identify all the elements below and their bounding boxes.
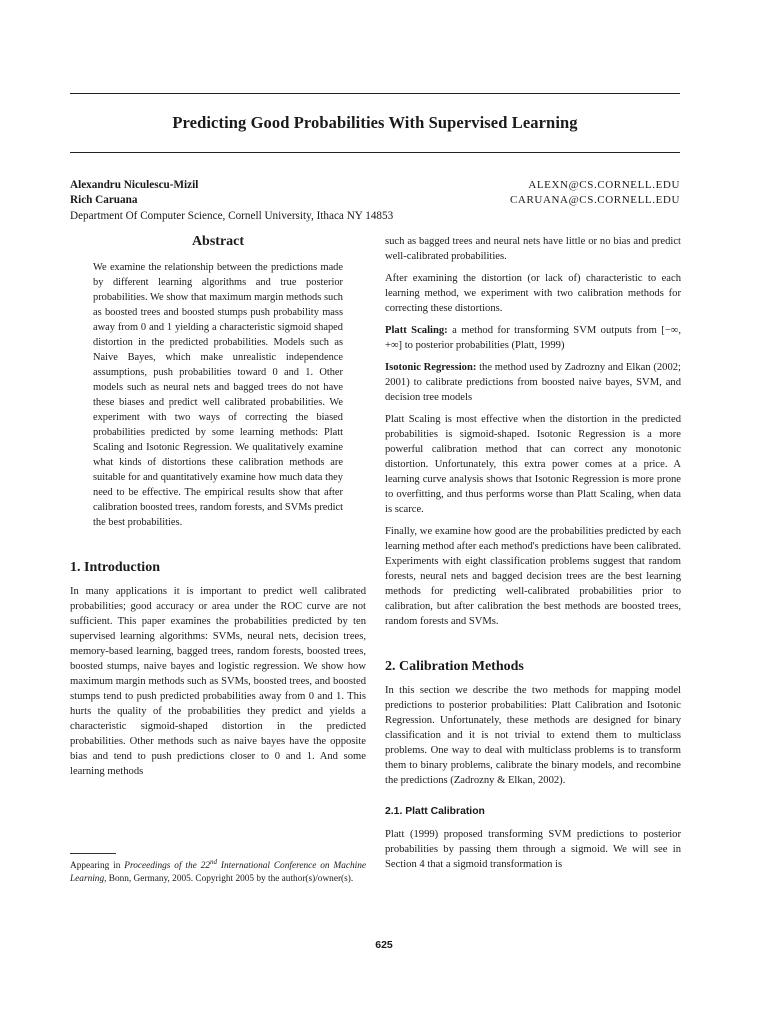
section-heading-calibration-methods: 2. Calibration Methods bbox=[385, 659, 524, 674]
calibration-methods-text: In this section we describe the two methods for mapping model predictions to posterior probabilities: Platt Calibration and Isotonic Regression. Unfortunately, these methods are designed for binary classification and it is not trivial to extend them to multiclass problems. One way to deal with multiclass problems is to transform them to binary problems, calibrate the binary models, and recombine the predictions (Zadrozny & Elkan, 2002). bbox=[385, 685, 681, 786]
abstract-text: We examine the relationship between the predictions made by different learning algorithms and true posterior probabilities. We show that maximum margin methods such as boosted trees and boosted stumps push probability mass away from 0 and 1 yielding a characteristic sigmoid shaped distortion in the predicted probabilities. Models such as Naive Bayes, which make unrealistic independence assumptions, push probabilities toward 0 and 1. Other models such as neural nets and bagged trees do not have these biases and predict well calibrated probabilities. We experiment with two ways of correcting the biased probabilities predicted by some learning methods: Platt Scaling and Isotonic Regression. We qualitatively examine what kinds of distortions these calibration methods are suitable for and quantitatively examine how much data they need to be effective. The empirical results show that after calibration boosted trees, random forests, and SVMs predict the best probabilities. bbox=[93, 262, 343, 528]
title-bottom-rule bbox=[70, 152, 680, 153]
paragraph: Platt Scaling is most effective when the distortion in the predicted probabilities is sigmoid-shaped. Isotonic Regression is a more powerful calibration method that can correct any monotonic distortion. Unfortunately, this extra power comes at a price. A learning curve analysis shows that Isotonic Regression is more prone to overfitting, and thus performs worse than Platt Scaling, when data is scarce. bbox=[385, 414, 681, 515]
author-row bbox=[70, 179, 680, 191]
isotonic-regression-lead: Isotonic Regression: bbox=[385, 362, 477, 373]
author-row bbox=[70, 194, 680, 206]
author-name: Rich Caruana bbox=[70, 194, 138, 206]
title-top-rule bbox=[70, 93, 680, 94]
platt-calibration-text: Platt (1999) proposed transforming SVM predictions to posterior probabilities by passing them through a sigmoid. We will see in Section 4 that a sigmoid transformation is bbox=[385, 829, 681, 870]
author-name: Alexandru Niculescu-Mizil bbox=[70, 179, 199, 191]
paper-title: Predicting Good Probabilities With Supervised Learning bbox=[172, 113, 578, 132]
section-heading-introduction: 1. Introduction bbox=[70, 560, 160, 575]
paragraph: After examining the distortion (or lack of) characteristic to each learning method, we experiment with two calibration methods for correcting these distortions. bbox=[385, 273, 681, 314]
isotonic-regression-item: Isotonic Regression: the method used by Zadrozny and Elkan (2002; 2001) to calibrate predictions from boosted naive bayes, SVM, and decision tree models bbox=[385, 362, 681, 403]
platt-scaling-lead: Platt Scaling: bbox=[385, 325, 448, 336]
footnote: Appearing in Proceedings of the 22nd International Conference on Machine Learning, Bonn, Germany, 2005. Copyright 2005 by the author(s)/owner(s). bbox=[70, 858, 366, 884]
right-column bbox=[385, 234, 681, 879]
page-number: 625 bbox=[375, 939, 393, 951]
author-affiliation: Department Of Computer Science, Cornell University, Ithaca NY 14853 bbox=[70, 210, 394, 222]
left-column bbox=[70, 234, 366, 786]
author-email: CARUANA@CS.CORNELL.EDU bbox=[509, 194, 680, 206]
introduction-text: In many applications it is important to predict well calibrated probabilities; good accuracy or area under the ROC curve are not sufficient. This paper examines the probabilities predicted by ten supervised learning algorithms: SVMs, neural nets, decision trees, memory-based learning, bagged trees, random forests, boosted trees, boosted stumps, naive bayes and logistic regression. We show how maximum margin methods such as SVMs, boosted trees, and boosted stumps tend to push predicted probabilities away from 0 and 1. This hurts the quality of the probabilities they predict and yields a characteristic sigmoid-shaped distortion in the predicted probabilities. Other methods such as naive bayes have the opposite bias and tend to push predictions closer to 0 and 1. And some learning methods bbox=[70, 586, 366, 777]
abstract-heading: Abstract bbox=[191, 234, 245, 249]
footnote-rule bbox=[70, 853, 116, 854]
paragraph: Finally, we examine how good are the probabilities predicted by each learning method after each method's predictions have been calibrated. Experiments with eight classification problems suggest that random forests, neural nets and bagged decision trees are the best learning methods for predicting well-calibrated probabilities prior to calibration, but after calibration the best methods are boosted trees, random forests and SVMs. bbox=[385, 526, 681, 627]
platt-scaling-item: Platt Scaling: a method for transforming SVM outputs from [−∞, +∞] to posterior probabilities (Platt, 1999) bbox=[385, 325, 681, 351]
paragraph: such as bagged trees and neural nets have little or no bias and predict well-calibrated probabilities. bbox=[385, 236, 681, 262]
subsection-heading-platt-calibration: 2.1. Platt Calibration bbox=[385, 806, 485, 817]
author-email: ALEXN@CS.CORNELL.EDU bbox=[528, 179, 680, 191]
